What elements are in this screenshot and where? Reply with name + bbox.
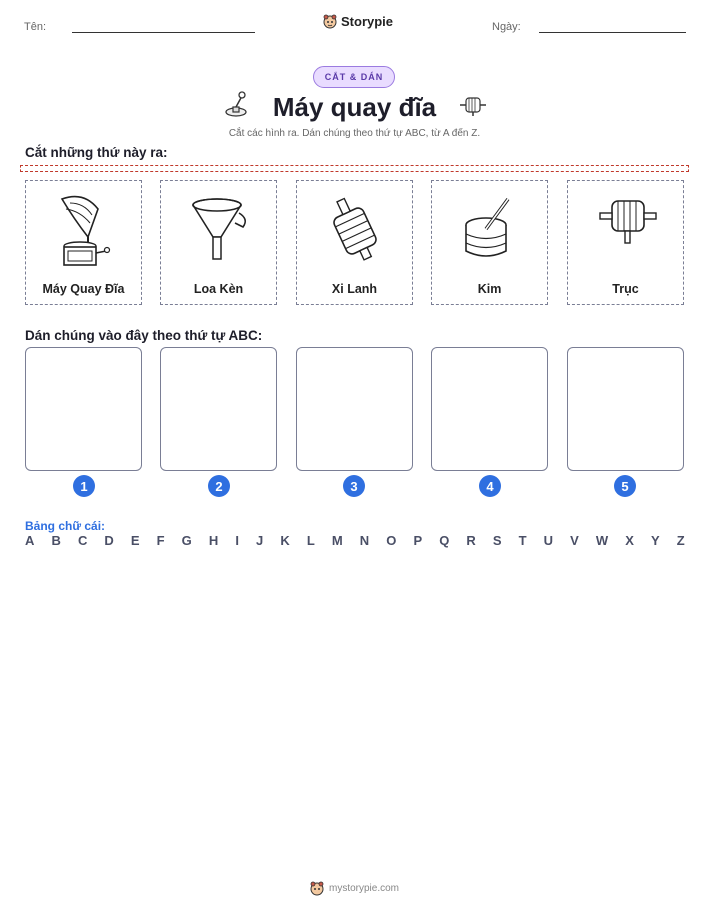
cut-card-cylinder[interactable] — [296, 180, 413, 305]
cut-line — [20, 165, 689, 172]
slot-number-1: 1 — [73, 475, 95, 497]
alphabet-letter: K — [280, 533, 290, 548]
date-label: Ngày: — [492, 21, 521, 33]
card-label: Máy Quay Đĩa — [42, 282, 125, 296]
spindle-decor-icon — [458, 95, 488, 117]
alphabet-letter: R — [466, 533, 476, 548]
alphabet-letter: U — [543, 533, 554, 548]
paste-slot-4[interactable] — [431, 347, 548, 471]
alphabet-letter: Y — [650, 533, 660, 548]
alphabet-letter: M — [331, 533, 343, 548]
alphabet-letter: A — [25, 533, 35, 548]
paste-slot-5[interactable] — [567, 347, 684, 471]
page-title: Máy quay đĩa — [272, 92, 437, 122]
paste-slot-2[interactable] — [160, 347, 277, 471]
card-label: Trục — [612, 282, 639, 296]
alphabet-letter: T — [518, 533, 527, 548]
name-label: Tên: — [24, 21, 47, 33]
funnel-horn-icon — [189, 191, 249, 271]
cut-card-gramophone[interactable] — [25, 180, 142, 305]
alphabet-letter: P — [413, 533, 423, 548]
alphabet-letter: Z — [676, 533, 685, 548]
alphabet-letter: L — [306, 533, 315, 548]
alphabet-heading: Bảng chữ cái: — [25, 519, 106, 533]
alphabet-letter: Q — [439, 533, 450, 548]
slot-number-3: 3 — [343, 475, 365, 497]
alphabet-letter: D — [104, 533, 114, 548]
date-field[interactable] — [539, 32, 686, 33]
alphabet-letter: N — [359, 533, 370, 548]
slot-number-2: 2 — [208, 475, 230, 497]
cut-section-heading: Cắt những thứ này ra: — [25, 145, 168, 160]
alphabet-letter: E — [130, 533, 140, 548]
alphabet-letter: O — [386, 533, 397, 548]
alphabet-letter: W — [595, 533, 609, 548]
paste-slot-3[interactable] — [296, 347, 413, 471]
slot-number-5: 5 — [614, 475, 636, 497]
footer-url[interactable]: mystorypie.com — [328, 883, 399, 894]
gramophone-icon — [54, 191, 114, 271]
alphabet-letter: I — [235, 533, 239, 548]
slot-number-4: 4 — [479, 475, 501, 497]
instructions: Cắt các hình ra. Dán chúng theo thứ tự ABC, từ A đến Z. — [228, 128, 481, 139]
alphabet-row — [25, 533, 685, 548]
alphabet-letter: S — [492, 533, 502, 548]
alphabet-letter: X — [625, 533, 634, 548]
cut-card-needle[interactable] — [431, 180, 548, 305]
alphabet-letter: F — [156, 533, 165, 548]
storypie-mascot-icon — [323, 14, 337, 29]
spindle-icon — [596, 191, 660, 251]
card-label: Loa Kèn — [193, 282, 244, 296]
activity-badge: CẮT & DÁN — [313, 66, 395, 88]
alphabet-letter: V — [570, 533, 579, 548]
paste-slot-1[interactable] — [25, 347, 142, 471]
cylinder-icon — [325, 191, 385, 271]
paste-section-heading: Dán chúng vào đây theo thứ tự ABC: — [25, 328, 263, 343]
name-field[interactable] — [72, 32, 255, 33]
card-label: Kim — [477, 282, 502, 296]
alphabet-letter: C — [77, 533, 88, 548]
storypie-mascot-icon — [310, 881, 324, 896]
alphabet-letter: H — [208, 533, 219, 548]
card-label: Xi Lanh — [331, 282, 378, 296]
cut-card-spindle[interactable] — [567, 180, 684, 305]
needle-icon — [460, 191, 520, 271]
brand-name: Storypie — [341, 14, 394, 29]
alphabet-letter: J — [256, 533, 264, 548]
footer — [0, 881, 709, 896]
alphabet-letter: G — [181, 533, 192, 548]
alphabet-letter: B — [51, 533, 61, 548]
brand-logo — [323, 14, 393, 29]
cut-card-funnel[interactable] — [160, 180, 277, 305]
